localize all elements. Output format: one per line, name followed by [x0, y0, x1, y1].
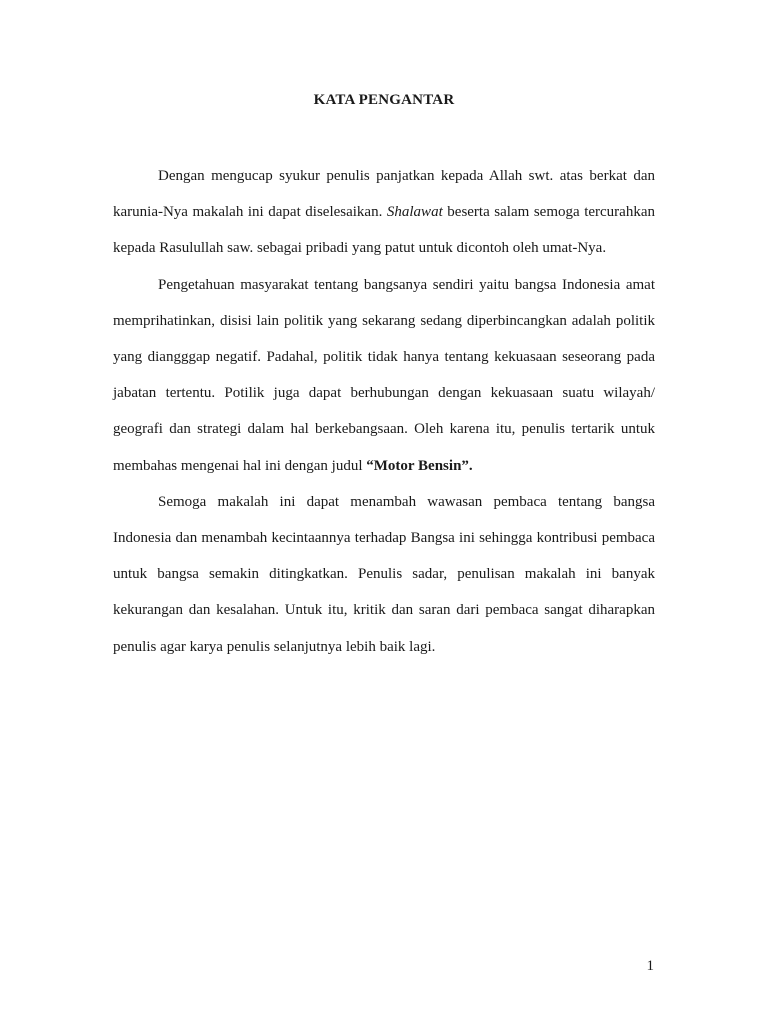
paragraph-1-italic-term: Shalawat [386, 204, 443, 221]
paragraph-1-text-a: Dengan mengucap syukur penulis panjatkan kepada Allah swt. atas berkat dan karunia-Nya makalah ini dapat diselesaikan. [113, 168, 655, 221]
paragraph-3 [113, 484, 655, 665]
page-title: KATA PENGANTAR [313, 92, 455, 108]
paragraph-2-bold-title: “Motor Bensin”. [366, 457, 473, 474]
paragraph-3-text: Semoga makalah ini dapat menambah wawasan pembaca tentang bangsa Indonesia dan menambah kecintaannya terhadap Bangsa ini sehingga kontribusi pembaca untuk bangsa semakin ditingkatkan. Penulis sadar, penulisan makalah ini banyak kekurangan dan kesalahan. Untuk itu, kritik dan saran dari pembaca sangat diharapkan penulis agar karya penulis selanjutnya lebih baik lagi. [113, 493, 655, 655]
document-body [113, 158, 655, 665]
paragraph-1 [113, 158, 655, 267]
paragraph-2-text: Pengetahuan masyarakat tentang bangsanya sendiri yaitu bangsa Indonesia amat memprihatinkan, disisi lain politik yang sekarang sedang diperbincangkan adalah politik yang diangggap negatif. Padahal, politik tidak hanya tentang kekuasaan seseorang pada jabatan tertentu. Potilik juga dapat berhubungan dengan kekuasaan suatu wilayah/ geografi dan strategi dalam hal berkebangsaan. Oleh karena itu, penulis tertarik untuk membahas mengenai hal ini dengan judul [113, 276, 655, 474]
paragraph-1-text-b: beserta salam semoga tercurahkan kepada Rasulullah saw. sebagai pribadi yang patut untuk dicontoh oleh umat-Nya. [113, 204, 655, 257]
paragraph-2 [113, 267, 655, 484]
page-number: 1 [646, 958, 654, 974]
